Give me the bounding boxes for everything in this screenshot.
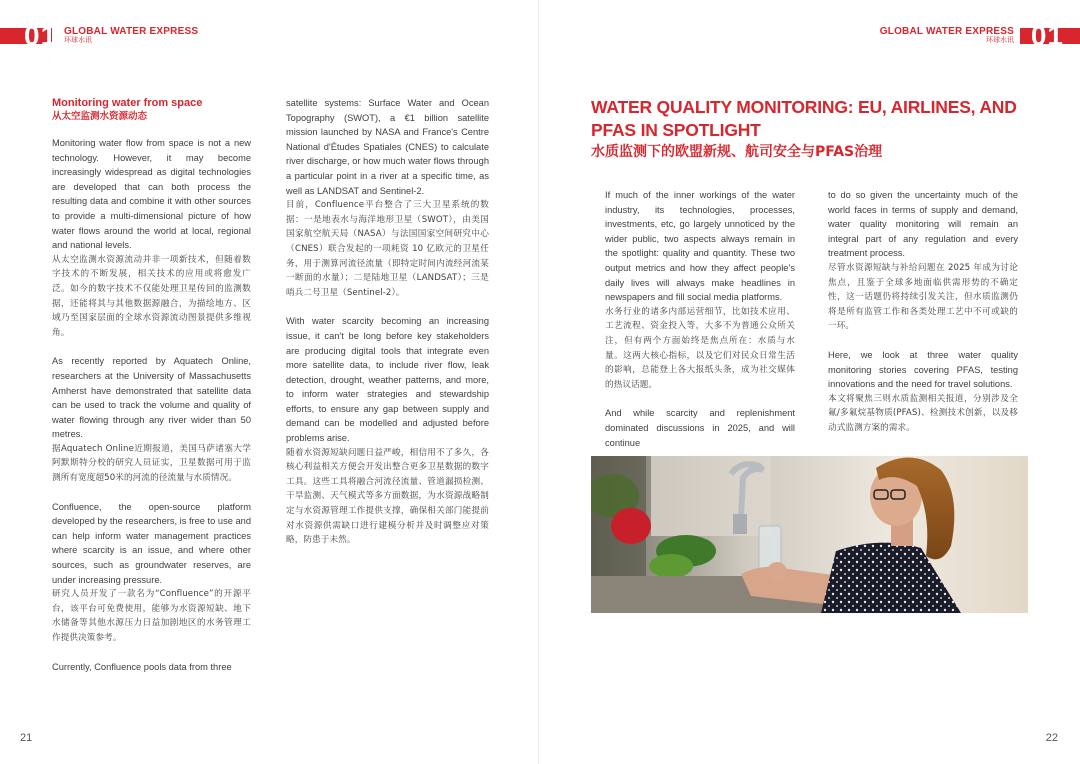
paragraph-zh: 本文将聚焦三则水质监测相关报道，分别涉及全氟/多氟烷基物质(PFAS)、检测技术创新，以及移动式监测方案的需求。 (828, 393, 1018, 433)
paragraph-zh: 目前，Confluence平台整合了三大卫星系统的数据：一是地表水与海洋地形卫星（SWOT），由美国国家航空航天局（NASA）与法国国家空间研究中心（CNES）联合发起的一项耗资 10 亿欧元的卫星任务，用于测算河流径流量（即特定时间内流经河流某一断面的水量）；二是陆地卫星（LANDSAT）；三是哨兵二号卫星（Sentinel-2）。 (286, 200, 489, 298)
publication-title: GLOBAL WATER EXPRESS (64, 26, 199, 37)
paragraph-zh: 研究人员开发了一款名为“Confluence”的开源平台，该平台可免费使用，能够为水资源短缺、地下水储备等其他水源压力日益加剧地区的水务管理工作提供决策参考。 (52, 589, 251, 643)
paragraph: As recently reported by Aquatech Online, researchers at the University of Massachusetts Amherst have demonstrated that satellite data can be used to track the volume and quality of water flowing through any river wider than 50 metres. (52, 356, 251, 440)
publication-subtitle: 环球水讯 (64, 37, 92, 44)
paragraph: Confluence, the open-source platform developed by the researchers, is free to use and can help inform water management practices where scarcity is an issue, and where other sources, such as groundwater reserves, are under increasing pressure. (52, 501, 251, 585)
paragraph: If much of the inner workings of the water industry, its technologies, processes, investments, etc, go largely unnoticed by the wider public, two aspects always remain in the spotlight: quality and quantity. These two output metrics and how they affect people’s daily lives will always make headlines in newspapers and fill social media platforms. (605, 190, 795, 303)
paragraph-zh: 水务行业的诸多内部运营细节，比如技术应用、工艺流程、资金投入等，大多不为普通公众所关注，但有两个方面始终是焦点所在：水质与水量。这两大核心指标，以及它们对民众日常生活的影响，总能登上各大报纸头条，成为社交媒体的热议话题。 (605, 306, 795, 390)
publication-subtitle: 环球水讯 (986, 37, 1014, 44)
paragraph: Here, we look at three water quality monitoring stories covering PFAS, testing innovations and the need for travel solutions. (828, 349, 1018, 390)
page-number-right: 22 (1045, 732, 1058, 744)
kitchen-tap-photo-image (591, 456, 1028, 613)
section-number: 01 (1030, 20, 1064, 51)
paragraph: With water scarcity becoming an increasing issue, it can't be long before key stakeholders are producing digital tools that integrate even more satellite data, to include river flow, leak detection, drought, weather patterns, and more, to inform water strategies and stewardship efforts, to ensure any gap between supply and demand can be modelled and adjusted before problems arise. (286, 316, 489, 444)
publication-title: GLOBAL WATER EXPRESS (879, 26, 1014, 37)
text-column-4 (828, 188, 1018, 436)
paragraph: to do so given the uncertainty much of the world faces in terms of supply and demand, water quality monitoring will remain an integral part of any regulation and every treatment process. (828, 190, 1018, 259)
section-heading: Monitoring water from space (52, 97, 203, 109)
paragraph-zh: 尽管水资源短缺与补给问题在 2025 年成为讨论焦点，且鉴于全球多地面临供需形势的不确定性，这一话题仍将持续引发关注，但水质监测仍将是所有监管工作和各类处理工艺中不可或缺的一环。 (828, 262, 1018, 332)
paragraph-zh: 从太空监测水资源流动并非一项新技术，但随着数字技术的不断发展，相关技术的应用或将愈发广泛。如今的数字技术不仅能处理卫星传回的监测数据，还能将其与其他数据源融合，为描绘地方、区域乃至国家层面的全球水资源流动图景提供多维视角。 (52, 254, 251, 338)
text-column-2 (286, 96, 489, 548)
text-column-3 (605, 188, 795, 450)
paragraph: Currently, Confluence pools data from three (52, 661, 232, 672)
left-page (0, 0, 539, 764)
paragraph: Monitoring water flow from space is not a new technology. However, it may become increasingly widespread as digital technologies are developed that can both process the resulting data and combine it with other sources to provide a multi-dimensional picture of how water flows around the world at local, regional and national levels. (52, 138, 251, 251)
article-photo (591, 456, 1028, 613)
paragraph: satellite systems: Surface Water and Ocean Topography (SWOT), a €1 billion satellite mission launched by NASA and France's Centre National d'Études Spatiales (CNES) to calculate river discharge, or how much water flows through a particular point in a river at a specific time, as well as LANDSAT and Sentinel-2. (286, 98, 489, 196)
section-heading-zh: 从太空监测水资源动态 (52, 111, 148, 122)
paragraph-zh: 随着水资源短缺问题日益严峻，相信用不了多久，各核心利益相关方便会开发出整合更多卫星数据的数字工具。这些工具将融合河流径流量、管道漏损检测、干旱监测、天气模式等多方面数据，为水资源战略制定与水资源管理工作提供支撑，确保相关部门能提前对水资源供需缺口进行建模分析并及时调整应对策略，防患于未然。 (286, 447, 489, 546)
paragraph-zh: 据Aquatech Online近期报道，美国马萨诸塞大学阿默斯特分校的研究人员证实，卫星数据可用于监测所有宽度超50米的河流的径流量与水质情况。 (52, 443, 251, 484)
article-headline: WATER QUALITY MONITORING: EU, AIRLINES, AND PFAS IN SPOTLIGHT (591, 97, 1017, 140)
section-number: 01 (24, 20, 58, 51)
paragraph: And while scarcity and replenishment dominated discussions in 2025, and will continue (605, 408, 795, 448)
article-headline-zh: 水质监测下的欧盟新规、航司安全与PFAS治理 (591, 144, 883, 160)
text-column-1 (52, 96, 251, 674)
page-number-left: 21 (20, 732, 33, 744)
